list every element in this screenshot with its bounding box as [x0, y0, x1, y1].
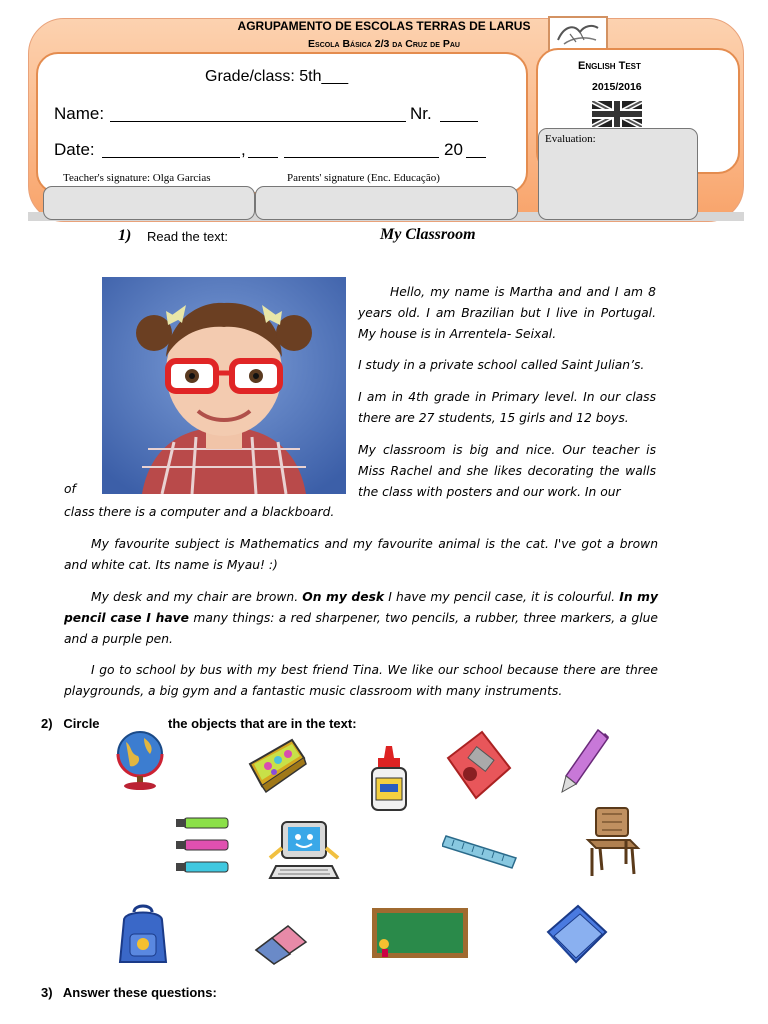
nr-field[interactable]: [440, 121, 478, 122]
date-day-field[interactable]: [102, 157, 240, 158]
question-3-label: [41, 985, 217, 1000]
school-group-title: AGRUPAMENTO DE ESCOLAS TERRAS DE LARUS: [237, 19, 531, 33]
pen-icon[interactable]: [556, 726, 616, 796]
backpack-icon[interactable]: [110, 904, 176, 968]
text-span: many things: a red sharpener, two pencils, a rubber, three markers, a glue and a purple pen.: [64, 611, 658, 646]
chair-icon[interactable]: [580, 804, 642, 878]
question-3-number: 3): [41, 985, 53, 1000]
text-bold: On my desk: [302, 590, 385, 604]
text-paragraph-7: I go to school by bus with my best friend Tina. We like our school because there are three playgrounds, a big gym and a fantastic music classroom with many instruments.: [64, 663, 658, 698]
text-paragraph-6: [64, 587, 658, 650]
highlighters-icon[interactable]: [172, 812, 232, 880]
text-paragraph-4-continuation: class there is a computer and a blackboard.: [64, 505, 335, 519]
name-label: Name:: [54, 104, 105, 123]
text-span: My desk and my chair are brown.: [91, 590, 303, 604]
teacher-signature-label: Teacher's signature: Olga Garcias: [63, 172, 211, 184]
date-year-field[interactable]: [466, 157, 486, 158]
glue-icon[interactable]: [366, 744, 412, 812]
text-paragraph-4: My classroom is big and nice. Our teacher is Miss Rachel and she likes decorating the walls the class with posters and our work. In our: [358, 443, 656, 499]
pencil-case-icon[interactable]: [244, 734, 308, 794]
rubber-icon[interactable]: [252, 920, 308, 966]
date-comma: ,: [241, 140, 246, 159]
question-2-instruction: the objects that are in the text:: [168, 716, 357, 731]
question-1-number: 1): [118, 227, 132, 244]
grade-class-label: Grade/class: 5th___: [205, 68, 349, 85]
text-paragraph-3: I am in 4th grade in Primary level. In our class there are 27 students, 15 girls and 12 boys.: [358, 390, 656, 425]
ruler-icon[interactable]: [442, 828, 520, 870]
parents-signature-box[interactable]: [255, 186, 518, 220]
date-month-field[interactable]: [284, 157, 439, 158]
text-bold: In my pencil case I have: [64, 590, 658, 625]
date-day-number-field[interactable]: [248, 157, 278, 158]
question-2-circle-word: Circle: [63, 716, 100, 731]
teacher-signature-box[interactable]: [43, 186, 255, 220]
girl-photo: [102, 277, 346, 494]
test-title: English Test: [578, 60, 641, 72]
text-paragraph: [358, 282, 656, 345]
computer-icon[interactable]: [264, 818, 344, 884]
uk-flag-icon: [592, 101, 642, 127]
text-paragraph-4-of: of: [64, 482, 76, 496]
date-label: Date:: [54, 140, 95, 159]
text-paragraph-5: My favourite subject is Mathematics and my favourite animal is the cat. I've got a brown and white cat. Its name is Myau! :): [64, 537, 658, 572]
question-2-number: 2): [41, 716, 53, 731]
name-field[interactable]: [110, 121, 406, 122]
school-name: Escola Básica 2/3 da Cruz de Pau: [308, 38, 460, 50]
question-1-instruction: Read the text:: [147, 229, 228, 244]
date-year-prefix: 20: [444, 140, 463, 159]
question-2-label: [41, 716, 100, 731]
text-span: I have my pencil case, it is colourful.: [384, 590, 620, 604]
question-3-text: Answer these questions:: [62, 985, 217, 1000]
globe-icon[interactable]: [110, 728, 170, 790]
school-logo: [548, 16, 608, 52]
nr-label: Nr.: [410, 104, 432, 123]
evaluation-label: Evaluation:: [545, 133, 596, 145]
reading-title: My Classroom: [380, 226, 476, 243]
sharpener-icon[interactable]: [440, 728, 514, 804]
parents-signature-label: Parents' signature (Enc. Educação): [287, 172, 440, 184]
school-year: 2015/2016: [592, 81, 642, 93]
text-paragraph-2: I study in a private school called Saint Julian’s.: [358, 358, 645, 372]
blackboard-icon[interactable]: [370, 906, 470, 960]
folder-icon[interactable]: [544, 902, 610, 968]
text-paragraph-1: Hello, my name is Martha and and I am 8 years old. I am Brazilian but I live in Portugal. My house is in Arrentela- Seixal.: [358, 285, 656, 341]
